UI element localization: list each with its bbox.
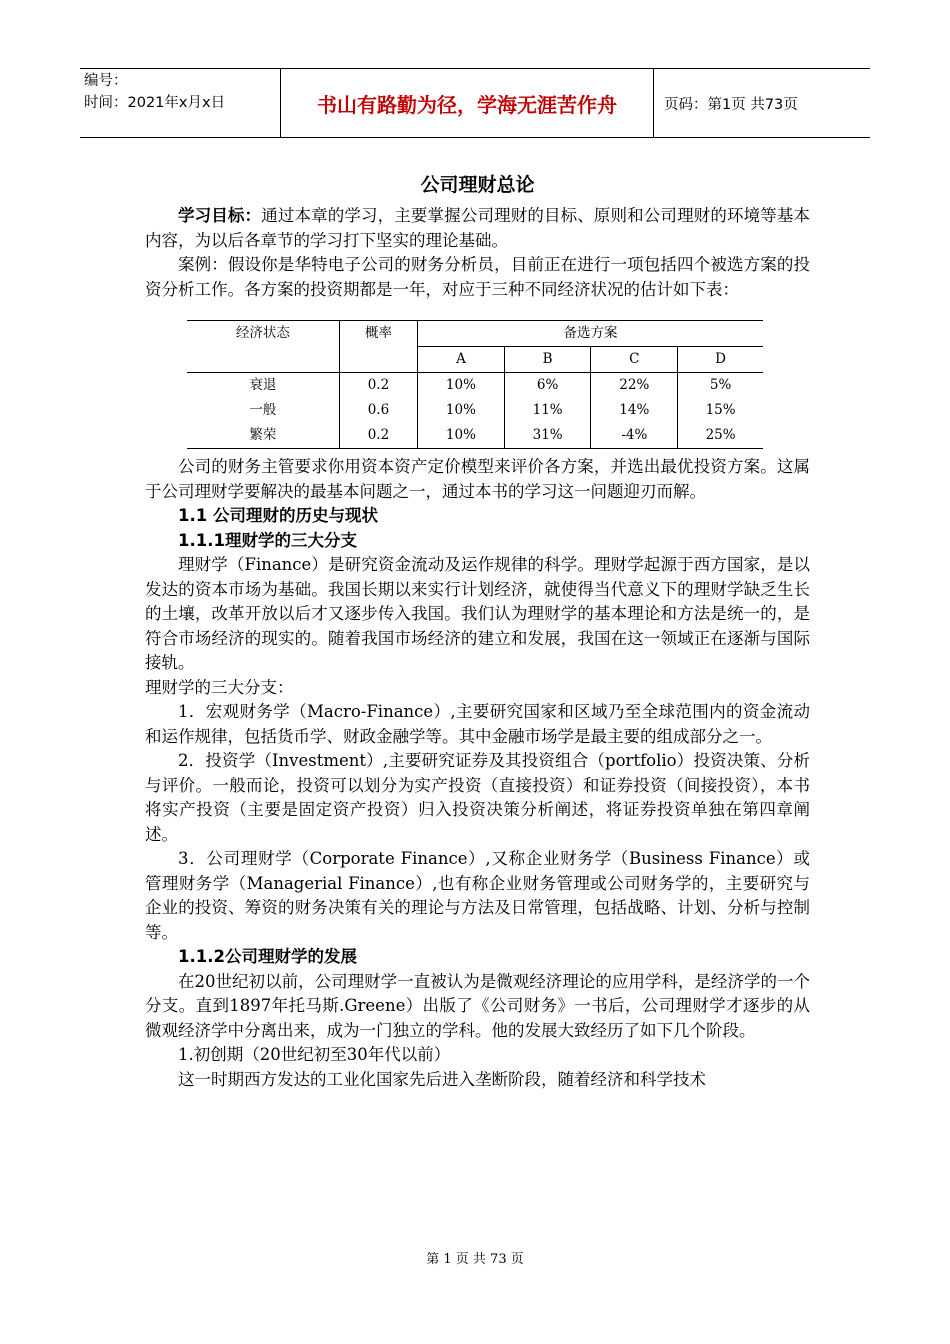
- header-page-code: 页码：第1页 共73页: [664, 96, 798, 113]
- table-row: [187, 373, 763, 399]
- cell-c: 22%: [591, 373, 678, 399]
- header-option-c: C: [591, 347, 678, 373]
- document-date: 时间：2021年x月x日: [84, 95, 226, 111]
- cell-a: 10%: [418, 373, 505, 399]
- cell-b: 31%: [504, 423, 591, 449]
- cell-a: 10%: [418, 423, 505, 449]
- document-body: [145, 170, 810, 1092]
- cell-d: 5%: [678, 373, 763, 399]
- stage-1-paragraph: 这一时期西方发达的工业化国家先后进入垄断阶段，随着经济和科学技术: [178, 1069, 706, 1089]
- case-paragraph: 案例：假设你是华特电子公司的财务分析员，目前正在进行一项包括四个被选方案的投资分析工作。各方案的投资期都是一年，对应于三种不同经济状况的估计如下表：: [145, 255, 810, 299]
- page-footer: 第 1 页 共 73 页: [426, 1252, 524, 1267]
- branch-macro-finance: 1．宏观财务学（Macro-Finance）,主要研究国家和区域乃至全球范围内的资金流动和运作规律，包括货币学、财政金融学等。其中金融市场学是最主要的组成部分之一。: [145, 702, 810, 746]
- header-option-d: D: [678, 347, 763, 373]
- cell-prob: 0.2: [339, 373, 417, 399]
- finance-intro-paragraph: 理财学（Finance）是研究资金流动及运作规律的科学。理财学起源于西方国家，是以发达的资本市场为基础。我国长期以来实行计划经济，就使得当代意义下的理财学缺乏生长的土壤，改革开放以后才又逐步传入我国。我们认为理财学的基本理论和方法是统一的，是符合市场经济的现实的。随着我国市场经济的建立和发展，我国在这一领域正在逐渐与国际接轨。: [145, 555, 810, 672]
- section-1-1-2-heading: 1.1.2公司理财学的发展: [178, 947, 357, 966]
- cell-c: 14%: [591, 398, 678, 423]
- development-paragraph: 在20世纪初以前，公司理财学一直被认为是微观经济理论的应用学科，是经济学的一个分支。直到1897年托马斯.Greene）出版了《公司财务》一书后，公司理财学才逐步的从微观经济学中分离出来，成为一门独立的学科。他的发展大致经历了如下几个阶段。: [145, 971, 810, 1040]
- cell-prob: 0.2: [339, 423, 417, 449]
- section-1-1-heading: 1.1 公司理财的历史与现状: [178, 506, 378, 525]
- learning-goal-label: 学习目标：: [178, 206, 262, 225]
- document-number-label: 编号：: [84, 73, 128, 89]
- cell-state: 繁荣: [187, 423, 339, 449]
- cell-prob: 0.6: [339, 398, 417, 423]
- cell-state: 衰退: [187, 373, 339, 399]
- header-probability: 概率: [339, 321, 417, 373]
- header-option-b: B: [504, 347, 591, 373]
- section-1-1-1-heading: 1.1.1理财学的三大分支: [178, 530, 357, 550]
- investment-table: [187, 320, 763, 449]
- header-motto: 书山有路勤为径，学海无涯苦作舟: [281, 69, 654, 137]
- learning-goal-paragraph: [145, 204, 810, 253]
- header-option-a: A: [418, 347, 505, 373]
- cell-c: -4%: [591, 423, 678, 449]
- page-header: [80, 68, 870, 138]
- cell-d: 25%: [678, 423, 763, 449]
- header-economic-state: 经济状态: [187, 321, 339, 373]
- page-title: 公司理财总论: [420, 174, 535, 196]
- header-options: 备选方案: [418, 321, 763, 347]
- stage-1-heading: 1.初创期（20世纪初至30年代以前）: [178, 1045, 451, 1064]
- cell-d: 15%: [705, 402, 736, 419]
- branch-corporate-finance: 3．公司理财学（Corporate Finance）,又称企业财务学（Business Finance）或管理财务学（Managerial Finance）,也有称企业财务管理或公司财务学的，主要研究与企业的投资、筹资的财务决策有关的理论与方法及日常管理，包括战略、计划、分析与控制等。: [145, 849, 810, 942]
- after-table-paragraph: 公司的财务主管要求你用资本资产定价模型来评价各方案，并选出最优投资方案。这属于公司理财学要解决的最基本问题之一，通过本书的学习这一问题迎刃而解。: [145, 457, 810, 501]
- branches-intro: 理财学的三大分支：: [145, 677, 294, 697]
- table-row: [187, 423, 763, 449]
- cell-a: 10%: [418, 398, 505, 423]
- branch-investment: 2．投资学（Investment）,主要研究证券及其投资组合（portfolio）投资决策、分析与评价。一般而论，投资可以划分为实产投资（直接投资）和证券投资（间接投资），本书将实产投资（主要是固定资产投资）归入投资决策分析阐述，将证券投资单独在第四章阐述。: [145, 751, 810, 844]
- cell-b: 11%: [504, 398, 591, 423]
- cell-state: 一般: [187, 398, 339, 423]
- cell-b: 6%: [504, 373, 591, 399]
- header-meta: [80, 69, 281, 137]
- learning-goal-text: 通过本章的学习，主要掌握公司理财的目标、原则和公司理财的环境等基本内容，为以后各章节的学习打下坚实的理论基础。: [145, 206, 811, 250]
- table-row: [187, 398, 763, 423]
